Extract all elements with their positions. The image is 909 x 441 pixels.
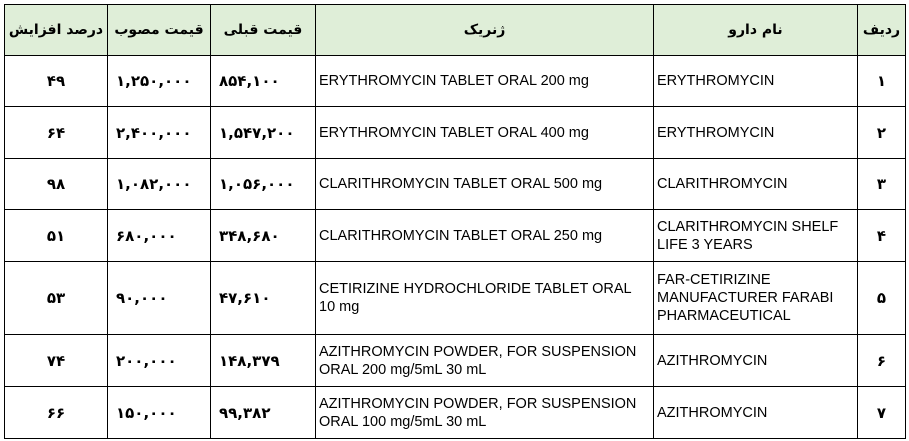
- table-row: [5, 262, 906, 335]
- cell-drug-name: CLARITHROMYCIN SHELF LIFE 3 YEARS: [654, 210, 858, 262]
- cell-drug-name: ERYTHROMYCIN: [654, 56, 858, 107]
- header-generic: ژنریک: [316, 5, 654, 56]
- cell-row-no: ۷: [858, 387, 906, 439]
- header-row-no: ردیف: [858, 5, 906, 56]
- cell-row-no: ۱: [858, 56, 906, 107]
- cell-prev-price: ۴۷,۶۱۰: [211, 262, 316, 335]
- table-row: [5, 387, 906, 439]
- table-row: [5, 159, 906, 210]
- cell-approved-price: ۱,۲۵۰,۰۰۰: [108, 56, 211, 107]
- cell-row-no: ۵: [858, 262, 906, 335]
- cell-generic: CETIRIZINE HYDROCHLORIDE TABLET ORAL 10 mg: [316, 262, 654, 335]
- cell-drug-name: AZITHROMYCIN: [654, 335, 858, 387]
- table-row: [5, 210, 906, 262]
- cell-prev-price: ۸۵۴,۱۰۰: [211, 56, 316, 107]
- cell-prev-price: ۱,۰۵۶,۰۰۰: [211, 159, 316, 210]
- cell-prev-price: ۱,۵۴۷,۲۰۰: [211, 107, 316, 159]
- header-prev-price: قیمت قبلی: [211, 5, 316, 56]
- table-header-row: [5, 5, 906, 56]
- cell-generic: CLARITHROMYCIN TABLET ORAL 500 mg: [316, 159, 654, 210]
- cell-row-no: ۴: [858, 210, 906, 262]
- cell-generic: AZITHROMYCIN POWDER, FOR SUSPENSION ORAL 200 mg/5mL 30 mL: [316, 335, 654, 387]
- cell-increase-pct: ۴۹: [5, 56, 108, 107]
- price-table-container: [4, 4, 906, 439]
- cell-drug-name: CLARITHROMYCIN: [654, 159, 858, 210]
- cell-row-no: ۲: [858, 107, 906, 159]
- cell-approved-price: ۲۰۰,۰۰۰: [108, 335, 211, 387]
- cell-increase-pct: ۹۸: [5, 159, 108, 210]
- cell-approved-price: ۱,۰۸۲,۰۰۰: [108, 159, 211, 210]
- cell-row-no: ۳: [858, 159, 906, 210]
- cell-increase-pct: ۷۴: [5, 335, 108, 387]
- table-row: [5, 335, 906, 387]
- header-approved-price: قیمت مصوب: [108, 5, 211, 56]
- cell-approved-price: ۲,۴۰۰,۰۰۰: [108, 107, 211, 159]
- header-increase-pct: درصد افزایش: [5, 5, 108, 56]
- drug-price-table: [4, 4, 906, 439]
- cell-prev-price: ۹۹,۳۸۲: [211, 387, 316, 439]
- cell-increase-pct: ۶۴: [5, 107, 108, 159]
- cell-generic: CLARITHROMYCIN TABLET ORAL 250 mg: [316, 210, 654, 262]
- cell-prev-price: ۳۴۸,۶۸۰: [211, 210, 316, 262]
- cell-generic: ERYTHROMYCIN TABLET ORAL 400 mg: [316, 107, 654, 159]
- table-row: [5, 107, 906, 159]
- table-row: [5, 56, 906, 107]
- cell-increase-pct: ۵۱: [5, 210, 108, 262]
- cell-row-no: ۶: [858, 335, 906, 387]
- cell-generic: AZITHROMYCIN POWDER, FOR SUSPENSION ORAL 100 mg/5mL 30 mL: [316, 387, 654, 439]
- cell-drug-name: FAR-CETIRIZINE MANUFACTURER FARABI PHARMACEUTICAL: [654, 262, 858, 335]
- cell-approved-price: ۶۸۰,۰۰۰: [108, 210, 211, 262]
- header-drug-name: نام دارو: [654, 5, 858, 56]
- cell-prev-price: ۱۴۸,۳۷۹: [211, 335, 316, 387]
- cell-increase-pct: ۶۶: [5, 387, 108, 439]
- cell-generic: ERYTHROMYCIN TABLET ORAL 200 mg: [316, 56, 654, 107]
- cell-increase-pct: ۵۳: [5, 262, 108, 335]
- cell-approved-price: ۱۵۰,۰۰۰: [108, 387, 211, 439]
- cell-drug-name: AZITHROMYCIN: [654, 387, 858, 439]
- cell-approved-price: ۹۰,۰۰۰: [108, 262, 211, 335]
- cell-drug-name: ERYTHROMYCIN: [654, 107, 858, 159]
